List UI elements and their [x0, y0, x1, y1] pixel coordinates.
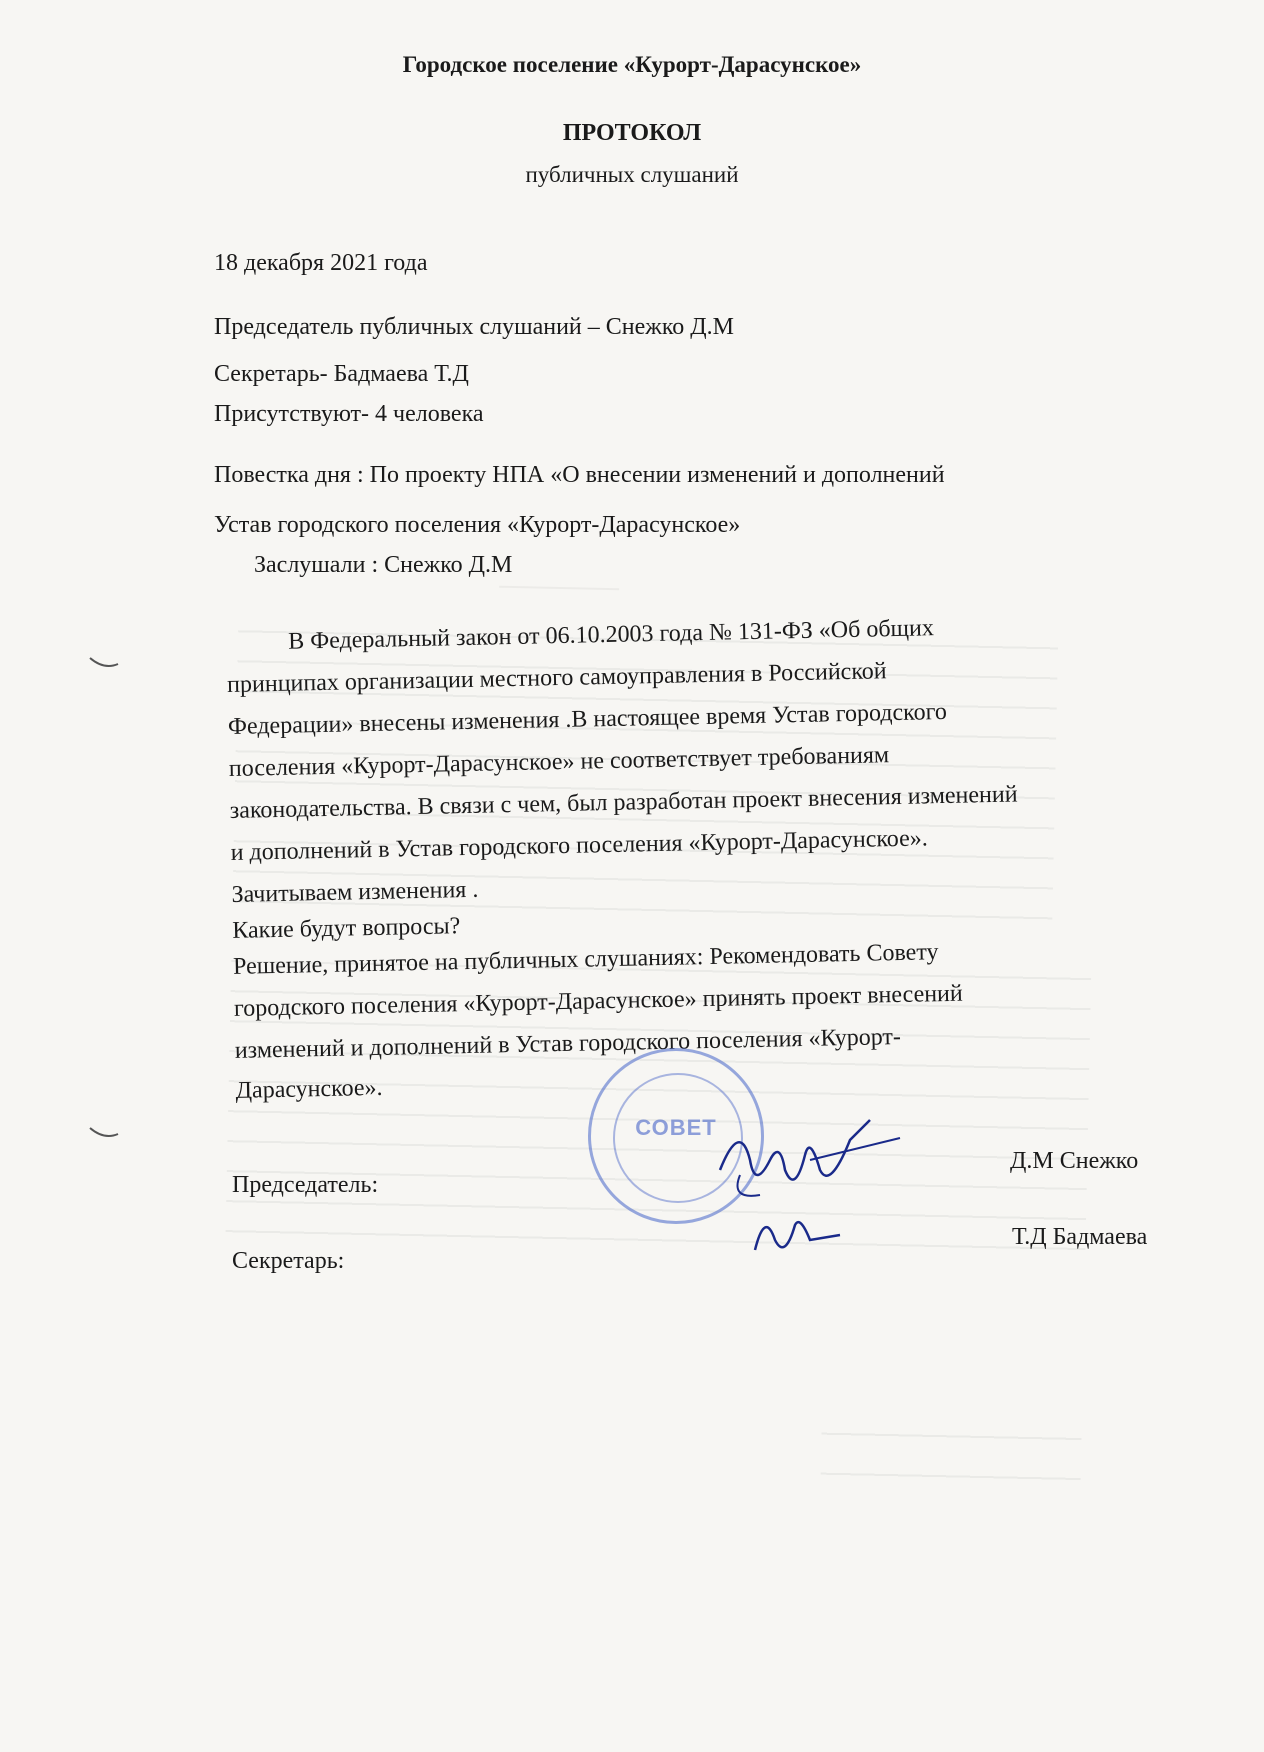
stamp-text: СОВЕТ — [635, 1115, 717, 1140]
organization-title: Городское поселение «Курорт-Дарасунское» — [402, 52, 862, 77]
agenda-line-2: Устав городского поселения «Курорт-Дарасунское» — [214, 512, 741, 538]
heard-line: Заслушали : Снежко Д.М — [254, 552, 513, 578]
body-line: Какие будут вопросы? — [232, 913, 461, 944]
signature-image — [700, 1100, 940, 1270]
body-line: В Федеральный закон от 06.10.2003 года № 131-ФЗ «Об общих — [287, 615, 935, 655]
chairman-line: Председатель публичных слушаний – Снежко Д.М — [214, 314, 734, 340]
binder-mark — [86, 1120, 122, 1144]
document-title: ПРОТОКОЛ — [562, 120, 702, 146]
body-line: и дополнений в Устав городского поселения «Курорт-Дарасунское». — [230, 825, 929, 866]
body-line: городского поселения «Курорт-Дарасунское» принять проект внесений — [233, 980, 964, 1022]
body-line: принципах организации местного самоуправления в Российской — [226, 658, 887, 698]
binder-mark — [86, 650, 122, 674]
document-subtitle: публичных слушаний — [525, 162, 739, 187]
agenda-line-1: Повестка дня : По проекту НПА «О внесении изменений и дополнений — [214, 462, 945, 488]
chairman-sign-label: Председатель: — [232, 1172, 379, 1198]
secretary-sign-label: Секретарь: — [232, 1248, 345, 1274]
body-line: Решение, принятое на публичных слушаниях: Рекомендовать Совету — [232, 939, 939, 980]
body-line: поселения «Курорт-Дарасунское» не соответствует требованиям — [228, 742, 890, 782]
body-line: Федерации» внесены изменения .В настоящее время Устав городского — [227, 698, 948, 740]
body-line: законодательства. В связи с чем, был разработан проект внесения изменений — [229, 781, 1018, 824]
present-line: Присутствуют- 4 человека — [214, 401, 484, 427]
chairman-sign-name: Д.М Снежко — [1010, 1148, 1139, 1174]
secretary-line: Секретарь- Бадмаева Т.Д — [214, 361, 469, 387]
secretary-sign-name: Т.Д Бадмаева — [1012, 1224, 1148, 1250]
body-line: Дарасунское». — [235, 1074, 383, 1104]
body-line: Зачитываем изменения . — [231, 876, 479, 908]
protocol-body — [226, 609, 1216, 1104]
protocol-date: 18 декабря 2021 года — [214, 250, 428, 276]
body-line: изменений и дополнений в Устав городского поселения «Курорт- — [234, 1023, 902, 1064]
